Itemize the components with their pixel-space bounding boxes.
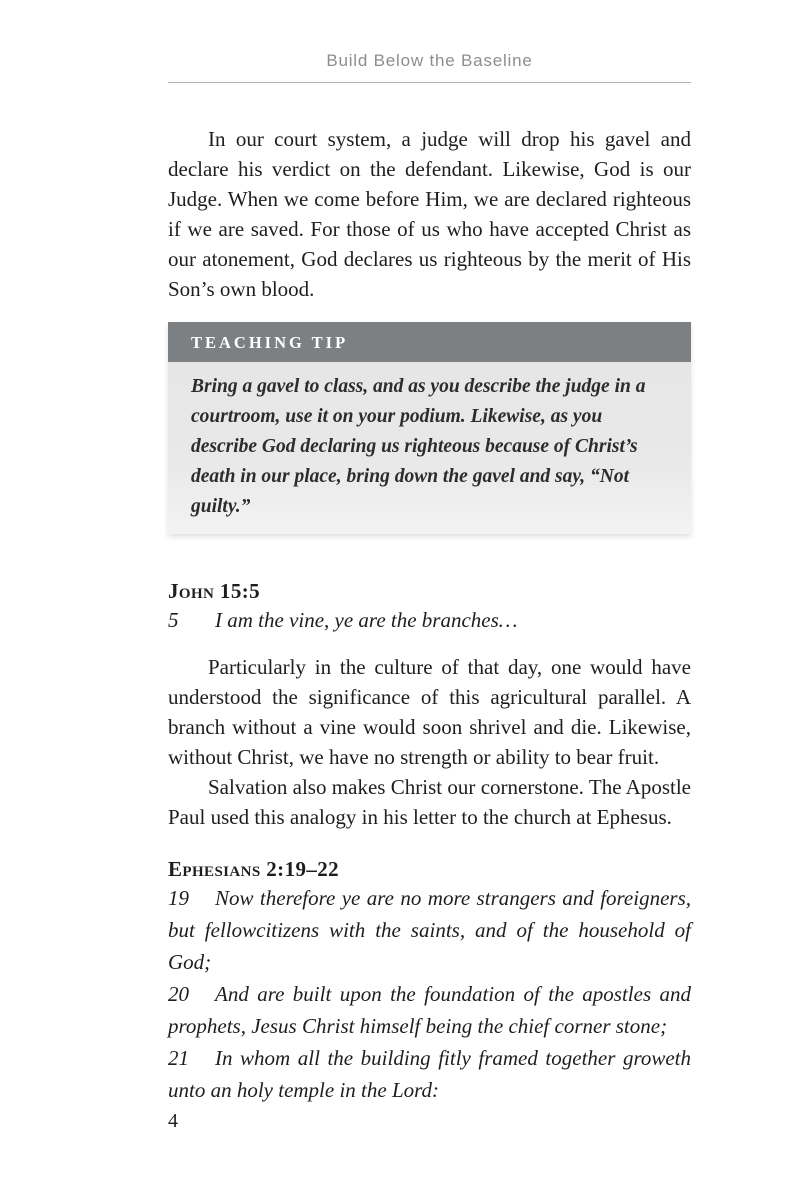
running-header-title: Build Below the Baseline [326, 51, 533, 70]
scripture-reference-ephesians: Ephesians 2:19–22 [168, 857, 340, 881]
body-paragraph-3: Salvation also makes Christ our cornerstone. The Apostle Paul used this analogy in his letter to the church at Ephesus. [168, 775, 691, 829]
teaching-tip-box [168, 322, 691, 534]
body-paragraph-1: In our court system, a judge will drop his gavel and declare his verdict on the defendant. Likewise, God is our Judge. When we come before Him, we are declared righteous if we are saved. For those of us who have accepted Christ as our atonement, God declares us righteous by the merit of His Son’s own blood. [168, 127, 691, 301]
header-rule [168, 82, 691, 83]
verse-text: Now therefore ye are no more strangers and foreigners, but fellowcitizens with the saints, and of the household of God; [168, 886, 691, 974]
verse-number: 5 [168, 608, 179, 632]
verse-text: I am the vine, ye are the branches… [215, 608, 518, 632]
scripture-verse [168, 882, 691, 978]
verse-text: And are built upon the foundation of the apostles and prophets, Jesus Christ himself being the chief corner stone; [168, 982, 691, 1038]
verse-number: 19 [168, 886, 189, 910]
page-number: 4 [168, 1110, 178, 1132]
body-paragraph-2: Particularly in the culture of that day, one would have understood the significance of this agricultural parallel. A branch without a vine would soon shrivel and die. Likewise, without Christ, we have no strength or ability to bear fruit. [168, 655, 691, 769]
scripture-verse [168, 1042, 691, 1106]
scripture-reference-john: John 15:5 [168, 579, 261, 603]
verse-number: 21 [168, 1046, 189, 1070]
teaching-tip-label: TEACHING TIP [168, 322, 691, 362]
scripture-verse [168, 978, 691, 1042]
page-content [168, 0, 691, 1106]
verse-text: In whom all the building fitly framed together groweth unto an holy temple in the Lord: [168, 1046, 691, 1102]
teaching-tip-body: Bring a gavel to class, and as you describe the judge in a courtroom, use it on your podium. Likewise, as you describe God declaring us righteous because of Christ’s death in our place, bring down the gavel and say, “Not guilty.” [168, 362, 691, 534]
verse-number: 20 [168, 982, 189, 1006]
scripture-verse [168, 604, 691, 636]
